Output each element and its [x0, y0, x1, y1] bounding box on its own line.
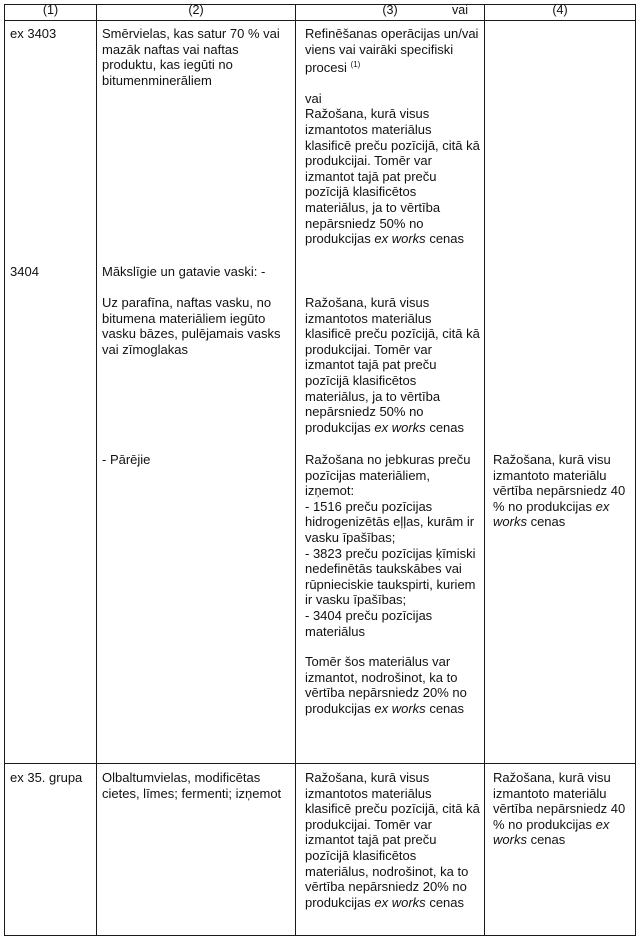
rule-text: cenas	[530, 514, 566, 530]
product-description: Mākslīgie un gatavie vaski: -	[102, 264, 266, 279]
rule-text-italic: ex works	[374, 700, 426, 716]
row-divider	[4, 763, 636, 764]
alternative-rule	[493, 770, 633, 848]
rule-text: cenas	[530, 832, 566, 848]
rule-text: cenas	[429, 700, 465, 716]
column-header-1: (1)	[42, 3, 59, 17]
column-header-4: (4)	[552, 3, 568, 17]
product-description: - Pārējie	[102, 452, 151, 467]
rule-text: cenas	[429, 419, 465, 435]
rule-text: Tomēr šos materiālus var izmantot, nodrošinot, ka to vērtība nepārsniedz 20% no produkcijas	[305, 654, 467, 716]
rule-text-italic: ex works	[374, 419, 426, 435]
alternative-rule	[493, 452, 633, 530]
rule-exception-item: - 3404 preču pozīcijas materiālus	[305, 607, 433, 639]
rule-text: Ražošana, kurā visus izmantotos materiālus klasificē preču pozīcijā, citā kā produkcijai. Tomēr var izmantot tajā pat preču pozīcijā klasificētos materiālus, ja to vērtība nepārsniedz 50% no produkcijas	[305, 106, 480, 247]
working-rule	[305, 770, 480, 910]
product-description: Smērvielas, kas satur 70 % vai mazāk naftas vai naftas produktu, kas iegūti no bitumenminerāliem	[102, 26, 280, 88]
working-rule	[305, 295, 480, 435]
product-description: Olbaltumvielas, modificētas cietes, līmes; fermenti; izņemot	[102, 770, 282, 801]
spacer	[305, 639, 480, 654]
spacer	[305, 76, 480, 91]
rule-text-italic: ex works	[374, 894, 426, 910]
rule-text: Ražošana, kurā visu izmantoto materiālu vērtība nepārsniedz 40 % no produkcijas	[493, 452, 626, 514]
column-header-3: (3)	[382, 3, 398, 17]
rule-text: Refinēšanas operācijas un/vai viens vai vairāki specifiski procesi	[305, 26, 479, 76]
working-rule	[305, 452, 480, 717]
rule-text-italic: ex works	[374, 231, 426, 247]
rule-text: Ražošana, kurā visus izmantotos materiālus klasificē preču pozīcijā, citā kā produkcijai. Tomēr var izmantot tajā pat preču pozīcijā klasificētos materiālus, ja to vērtība nepārsniedz 50% no produkcijas	[305, 295, 480, 435]
column-divider	[484, 4, 485, 936]
rule-text: Ražošana, kurā visus izmantotos materiālus klasificē preču pozīcijā, citā kā produkcijai. Tomēr var izmantot tajā pat preču pozīcijā klasificētos materiālus, nodrošinot, ka to vērtība nepārsniedz 20% no produkcijas	[305, 770, 480, 910]
header-bottom-border	[4, 20, 636, 21]
table-bottom-border	[4, 935, 636, 936]
column-header-or: vai	[452, 3, 468, 17]
column-divider	[96, 4, 97, 936]
heading-code: ex 35. grupa	[10, 770, 83, 785]
rule-exception-item: - 1516 preču pozīcijas hidrogenizētās eļļas, kurām ir vasku īpašības;	[305, 498, 475, 545]
heading-code: 3404	[10, 264, 39, 279]
working-rule	[305, 26, 480, 247]
rule-text-italic: ex works	[493, 498, 610, 530]
rule-alternative-or: vai	[305, 90, 322, 106]
rule-text: cenas	[429, 894, 465, 910]
rule-text: cenas	[429, 231, 465, 247]
footnote-marker: (1)	[350, 60, 361, 70]
heading-code: ex 3403	[10, 26, 57, 41]
product-description: Uz parafīna, naftas vasku, no bitumena materiāliem iegūto vasku bāzes, pulējamais vasks vai zīmoglakas	[102, 295, 281, 357]
table-right-border	[635, 4, 636, 936]
table-left-border	[4, 4, 5, 936]
rule-exception-item: - 3823 preču pozīcijas ķīmiski nedefinētās taukskābes vai rūpnieciskie taukspirti, kuriem ir vasku īpašības;	[305, 545, 476, 608]
rule-text: Ražošana no jebkuras preču pozīcijas materiāliem, izņemot:	[305, 452, 471, 499]
column-divider	[295, 4, 296, 936]
rule-text-italic: ex works	[493, 816, 610, 848]
column-header-2: (2)	[188, 3, 204, 17]
rule-text: Ražošana, kurā visu izmantoto materiālu vērtība nepārsniedz 40 % no produkcijas	[493, 770, 626, 832]
